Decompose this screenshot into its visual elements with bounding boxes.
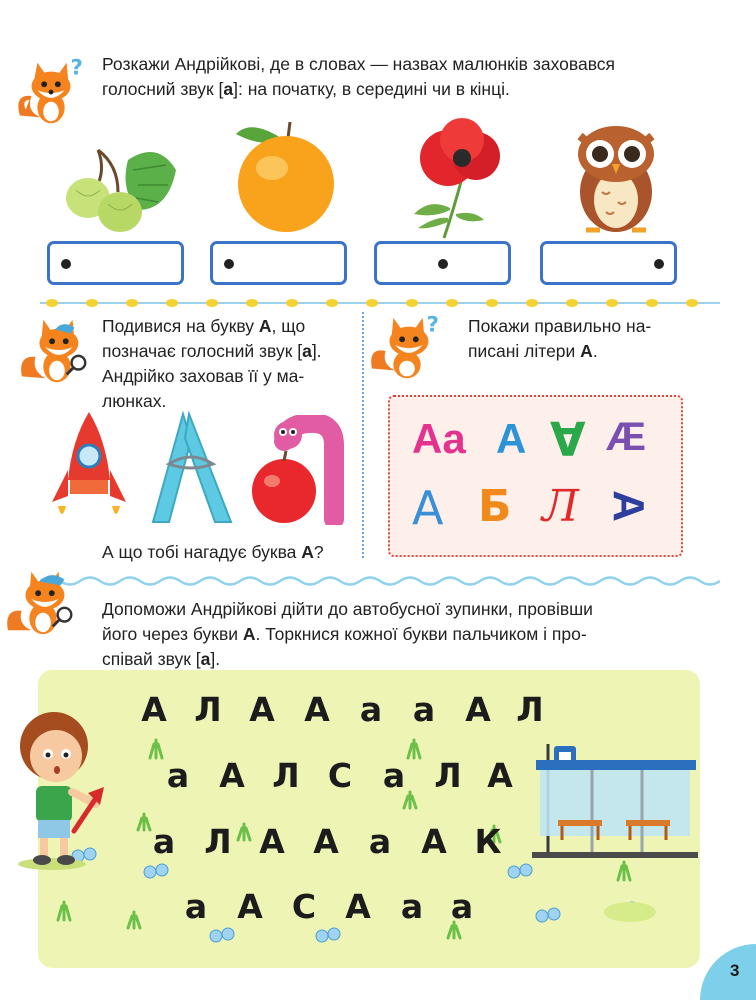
rocket-image (48, 410, 130, 525)
svg-text:?: ? (70, 55, 83, 81)
task2-instruction: Подивися на букву А, що позначає голосний звук [а]. Андрійко заховав її у ма- люнках. (102, 316, 322, 411)
maze-letter[interactable]: а (359, 690, 383, 729)
bus-stop-image (532, 740, 698, 864)
maze-letter[interactable]: а (412, 690, 436, 729)
maze-letter[interactable]: а (400, 887, 424, 926)
vertical-divider (362, 312, 364, 558)
maze-letter[interactable]: С (291, 887, 317, 926)
maze-letter[interactable]: А (249, 690, 275, 729)
answer-box-3[interactable] (374, 241, 511, 285)
task1-instruction: Розкажи Андрійкові, де в словах — назвах малюнків заховався голосний звук [а]: на початку, в середині чи в кінці. (102, 54, 616, 99)
maze-letter[interactable]: А (421, 822, 447, 861)
clothespin-image (145, 410, 235, 525)
fox-icon (12, 55, 90, 133)
maze-letter[interactable]: А (237, 887, 263, 926)
letter-maze-field (38, 670, 700, 968)
worm-apple-image (246, 415, 351, 525)
answer-box-4[interactable] (540, 241, 677, 285)
orange-image (232, 118, 340, 236)
maze-letter[interactable]: А (259, 822, 285, 861)
letter-option-2[interactable]: A (496, 415, 527, 462)
position-dot (654, 259, 664, 269)
maze-letter[interactable]: С (327, 756, 353, 795)
page-number-badge: 3 (700, 944, 756, 1000)
fox-thinking-icon (368, 312, 446, 390)
section-divider (40, 297, 720, 309)
poppy-image (400, 118, 510, 240)
task3-instruction: Покажи правильно на- писані літери А. (468, 316, 652, 361)
maze-letter[interactable]: Л (194, 690, 222, 729)
task2-question: А що тобі нагадує буква А? (102, 542, 324, 562)
gooseberry-image (58, 140, 178, 235)
maze-row-1 (38, 688, 700, 732)
maze-letter[interactable]: а (166, 756, 190, 795)
letter-option-5[interactable]: A (412, 481, 444, 535)
letter-option-7[interactable]: Л (542, 481, 579, 532)
maze-letter[interactable]: Л (434, 756, 462, 795)
maze-letter[interactable]: А (345, 887, 371, 926)
maze-letter[interactable]: а (368, 822, 392, 861)
task4-instruction: Допоможи Андрійкові дійти до автобусної зупинки, провівши його через букви А. Торкнися кожної букви пальчиком і про- співай звук [а]. (102, 599, 593, 669)
maze-row-4 (38, 885, 700, 929)
svg-text:?: ? (426, 312, 439, 338)
answer-box-2[interactable] (210, 241, 347, 285)
letter-option-8[interactable]: A (603, 490, 653, 522)
letter-option-4[interactable]: Æ (606, 415, 646, 459)
owl-image (566, 122, 666, 238)
maze-letter[interactable]: Л (204, 822, 232, 861)
start-arrow-icon (68, 785, 108, 835)
maze-letter[interactable]: А (304, 690, 330, 729)
answer-box-1[interactable] (47, 241, 184, 285)
maze-letter[interactable]: Л (516, 690, 544, 729)
maze-letter[interactable]: Л (272, 756, 300, 795)
letter-option-1[interactable]: Aa (412, 415, 466, 462)
position-dot (438, 259, 448, 269)
maze-letter[interactable]: а (184, 887, 208, 926)
position-dot (224, 259, 234, 269)
maze-letter[interactable]: а (382, 756, 406, 795)
maze-letter[interactable]: А (465, 690, 491, 729)
fox-detective-icon (4, 562, 82, 640)
maze-letter[interactable]: А (313, 822, 339, 861)
letters-panel (388, 395, 683, 557)
letter-option-6[interactable]: Б (478, 481, 512, 532)
maze-letter[interactable]: А (141, 690, 167, 729)
fox-magnifier-icon (16, 312, 94, 390)
maze-letter[interactable]: А (487, 756, 513, 795)
position-dot (61, 259, 71, 269)
letter-option-3[interactable]: A (550, 411, 586, 465)
maze-letter[interactable]: А (219, 756, 245, 795)
maze-letter[interactable]: а (450, 887, 474, 926)
wavy-divider (40, 574, 720, 588)
maze-letter[interactable]: а (152, 822, 176, 861)
maze-letter[interactable]: К (474, 822, 502, 861)
